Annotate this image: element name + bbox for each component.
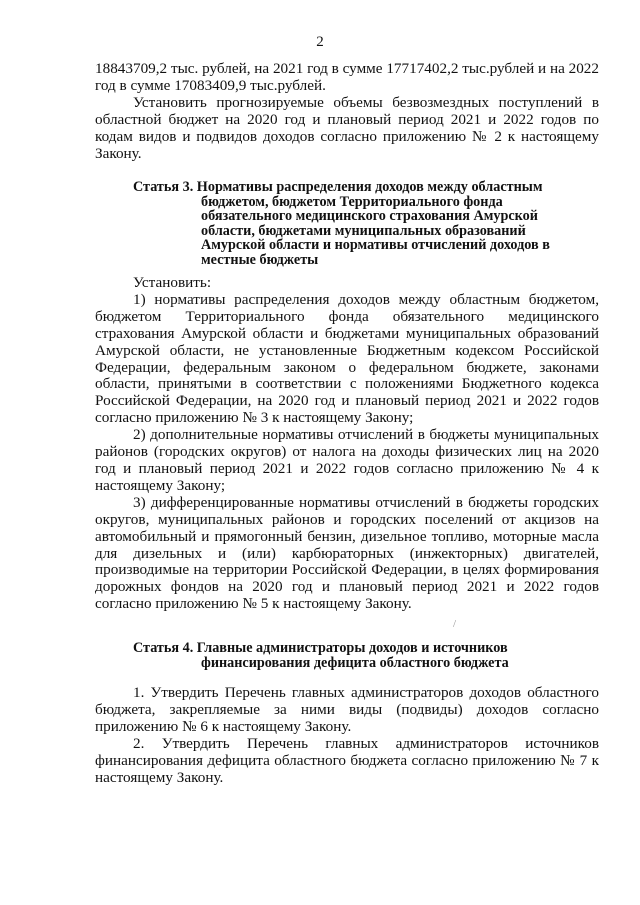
article-3-item-1: 1) нормативы распределения доходов между областным бюджетом, бюджетом Территориального фонда обязательного медицинского страхования Амурской области и бюджетами муниципальных образований Амурской области, не установленные Бюджетным кодексом Российской Федерации, федеральным законом о федеральном бюджете, законами области, принятыми в соответствии с положениями Бюджетного кодекса Российской Федерации, на 2020 год и плановый период 2021 и 2022 годов согласно приложению № 3 к настоящему Закону; [95, 290, 599, 427]
article-3-heading-line: области, бюджетами муниципальных образований [201, 222, 526, 239]
scan-mark: / [453, 618, 457, 630]
page-number: 2 [316, 34, 324, 50]
article-3-item-2: 2) дополнительные нормативы отчислений в бюджеты муниципальных районов (городских округов) от налога на доходы физических лиц на 2020 год и плановый период 2021 и 2022 годов согласно приложению № 4 к настоящему Закону; [95, 426, 599, 494]
article-3-heading-line: Амурской области и нормативы отчислений доходов в [201, 237, 550, 254]
article-4-heading [133, 641, 509, 670]
intro-paragraph-2: Установить прогнозируемые объемы безвозмездных поступлений в областной бюджет на 2020 год и плановый период 2021 и 2022 годов по кодам видов и подвидов доходов согласно приложению № 2 к настоящему Закону. [95, 93, 599, 162]
article-3-heading-line: местные бюджеты [201, 251, 319, 268]
article-4-heading-line: финансирования дефицита областного бюджета [201, 654, 509, 671]
article-4-item-1: 1. Утвердить Перечень главных администраторов доходов областного бюджета, закрепляемые за ними виды (подвиды) доходов согласно приложению № 6 к настоящему Закону. [95, 684, 599, 735]
article-3-lead: Установить: [133, 274, 212, 291]
article-3-heading-line: бюджетом, бюджетом Территориального фонда [201, 193, 503, 210]
article-3-heading [133, 180, 550, 268]
article-3-heading-line: Статья 3. Нормативы распределения доходов между областным [133, 179, 543, 195]
intro-paragraph-1: 18843709,2 тыс. рублей, на 2021 год в сумме 17717402,2 тыс.рублей и на 2022 год в сумме 17083409,9 тыс.рублей. [95, 60, 599, 94]
article-3-item-3: 3) дифференцированные нормативы отчислений в бюджеты городских округов, муниципальных районов и городских поселений от акцизов на автомобильный и прямогонный бензин, дизельное топливо, моторные масла для дизельных и (или) карбюраторных (инжекторных) двигателей, производимые на территории Российской Федерации, в целях формирования дорожных фондов на 2020 год и плановый период 2021 и 2022 годов согласно приложению № 5 к настоящему Закону. [95, 493, 599, 613]
article-4-body [95, 685, 599, 786]
article-3-body [95, 275, 599, 613]
article-4-item-2: 2. Утвердить Перечень главных администраторов источников финансирования дефицита областного бюджета согласно приложению № 7 к настоящему Закону. [95, 734, 599, 786]
article-3-heading-line: обязательного медицинского страхования Амурской [201, 208, 538, 225]
intro-section [95, 61, 599, 162]
article-4-heading-line: Статья 4. Главные администраторы доходов и источников [133, 640, 508, 656]
